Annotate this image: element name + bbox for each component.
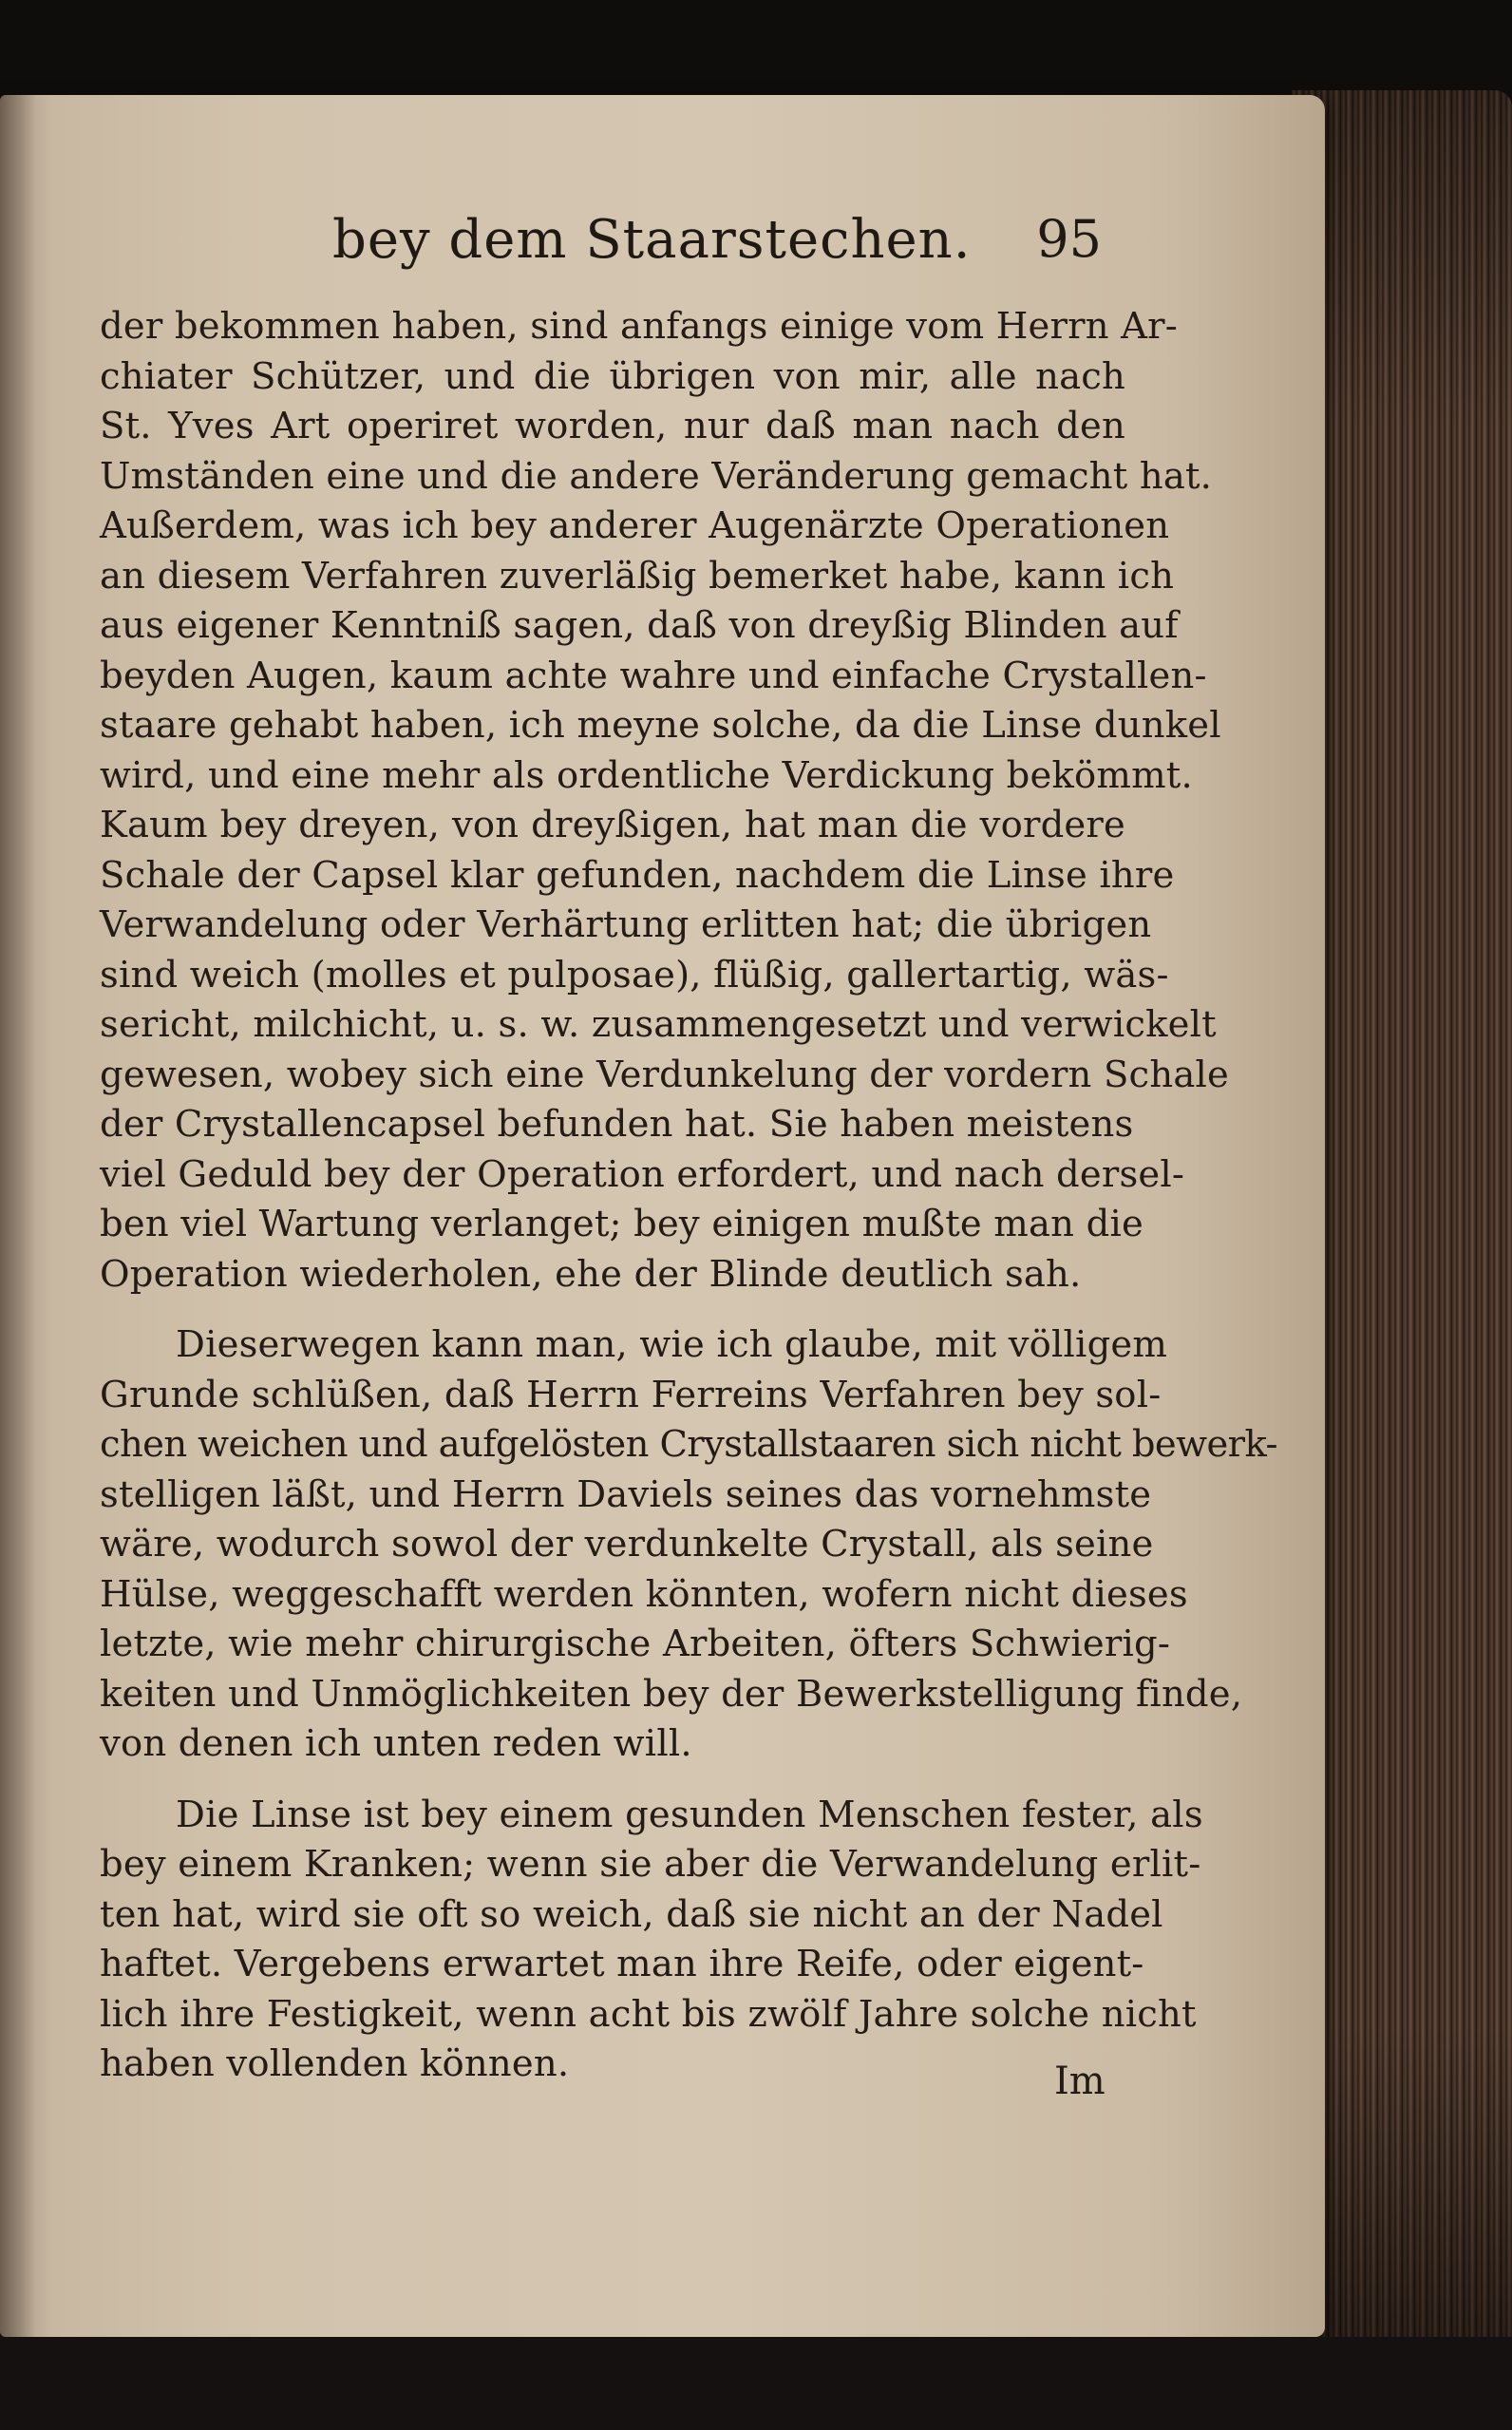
text-line: ten hat, wird sie oft so weich, daß sie nicht an der Nadel <box>100 1892 1163 1936</box>
text-line: haben vollenden können. <box>100 2042 570 2085</box>
paragraph-1 <box>100 302 1229 1300</box>
text-line: Dieserwegen kann man, wie ich glaube, mit völligem <box>176 1323 1168 1366</box>
text-line: viel Geduld bey der Operation erfordert, und nach dersel- <box>100 1152 1185 1196</box>
paragraph-gap <box>100 1770 1125 1791</box>
text-line: Schale der Capsel klar gefunden, nachdem die Linse ihre <box>100 853 1175 897</box>
text-line: beyden Augen, kaum achte wahre und einfache Crystallen- <box>100 654 1207 697</box>
running-head <box>95 199 1102 275</box>
text-line: bey einem Kranken; wenn sie aber die Verwandelung erlit- <box>100 1843 1201 1886</box>
text-line: Hülse, weggeschafft werden könnten, wofern nicht dieses <box>100 1572 1188 1616</box>
text-line: Außerdem, was ich bey anderer Augenärzte Operationen <box>100 504 1170 547</box>
text-line: chen weichen und aufgelösten Crystallstaaren sich nicht bewerk- <box>100 1423 1277 1466</box>
text-line: ben viel Wartung verlanget; bey einigen mußte man die <box>100 1203 1143 1245</box>
text-line: Die Linse ist bey einem gesunden Menschen fester, als <box>176 1793 1203 1836</box>
text-line: sericht, milchicht, u. s. w. zusammengesetzt und verwickelt <box>100 1003 1217 1046</box>
text-line: wird, und eine mehr als ordentliche Verdickung bekömmt. <box>100 753 1193 797</box>
gutter-shadow <box>0 95 36 2337</box>
text-line: aus eigener Kenntniß sagen, daß von dreyßig Blinden auf <box>100 604 1179 647</box>
scan-background-top <box>0 0 1512 104</box>
text-line: staare gehabt haben, ich meyne solche, da die Linse dunkel <box>100 704 1221 747</box>
body-text <box>100 302 1277 2090</box>
paragraph-3 <box>100 1791 1203 2090</box>
text-line: wäre, wodurch sowol der verdunkelte Crystall, als seine <box>100 1523 1154 1566</box>
scan-background-bottom <box>0 2337 1512 2430</box>
text-line: von denen ich unten reden will. <box>100 1722 692 1765</box>
text-line: lich ihre Festigkeit, wenn acht bis zwölf Jahre solche nicht <box>100 1992 1197 2036</box>
running-head-title: bey dem Staarstechen. <box>332 209 972 271</box>
text-line: keiten und Unmöglichkeiten bey der Bewerkstelligung finde, <box>100 1672 1243 1716</box>
text-line: der Crystallencapsel befunden hat. Sie haben meistens <box>100 1103 1134 1146</box>
text-line: haftet. Vergebens erwartet man ihre Reife, oder eigent- <box>100 1943 1144 1985</box>
text-line: chiater Schützer, und die übrigen von mir, alle nach <box>100 354 1125 398</box>
paragraph-2 <box>100 1320 1277 1770</box>
text-line: gewesen, wobey sich eine Verdunkelung der vordern Schale <box>100 1053 1229 1096</box>
text-line: letzte, wie mehr chirurgische Arbeiten, öfters Schwierig- <box>100 1623 1171 1665</box>
text-line: Kaum bey dreyen, von dreyßigen, hat man die vordere <box>100 804 1125 846</box>
page-number: 95 <box>1036 209 1102 269</box>
text-line: stelligen läßt, und Herrn Daviels seines das vornehmste <box>100 1472 1152 1516</box>
text-line: Grunde schlüßen, daß Herrn Ferreins Verfahren bey sol- <box>100 1373 1162 1416</box>
paragraph-gap <box>100 1300 1125 1320</box>
catchword: Im <box>1054 2060 1106 2103</box>
text-line: Operation wiederholen, ehe der Blinde deutlich sah. <box>100 1252 1082 1296</box>
text-line: sind weich (molles et pulposae), flüßig, gallertartig, wäs- <box>100 953 1169 997</box>
text-line: der bekommen haben, sind anfangs einige vom Herrn Ar- <box>100 305 1178 348</box>
text-line: Umständen eine und die andere Veränderung gemacht hat. <box>100 454 1213 498</box>
text-line: St. Yves Art operiret worden, nur daß man nach den <box>100 405 1125 447</box>
text-line: Verwandelung oder Verhärtung erlitten hat; die übrigen <box>100 903 1152 946</box>
text-line: an diesem Verfahren zuverläßig bemerket habe, kann ich <box>100 554 1175 598</box>
